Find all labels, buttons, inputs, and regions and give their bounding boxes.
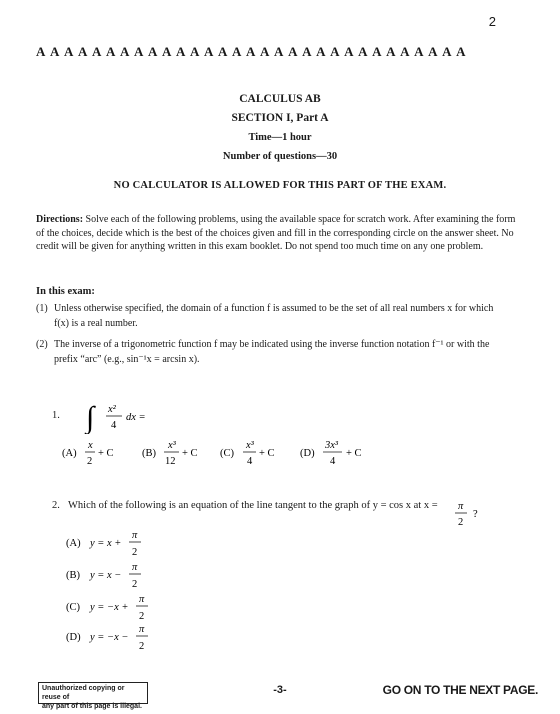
x-value-denominator: 2 bbox=[458, 517, 464, 528]
choice-denominator: 4 bbox=[247, 456, 253, 467]
page-number: -3- bbox=[273, 684, 287, 696]
choice-expression: y = −x − bbox=[90, 632, 129, 643]
question-2-x-value bbox=[453, 497, 483, 531]
directions-text: Solve each of the following problems, using the available space for scratch work. After examining the form of the choices, decide which is the best of the choices given and fill in the corresponding circle on the answer sheet. No credit will be given for anything written in this exam booklet. Do not spend too much time on any one problem. bbox=[36, 214, 516, 252]
question-2-choice-a[interactable] bbox=[66, 526, 186, 562]
integral-sign: ∫ bbox=[86, 401, 95, 434]
in-this-exam-heading: In this exam: bbox=[36, 286, 95, 297]
note-line: The inverse of a trigonometric function f may be indicated using the inverse function notation f⁻¹ or with the bbox=[54, 339, 490, 350]
no-calculator-notice: NO CALCULATOR IS ALLOWED FOR THIS PART OF THE EXAM. bbox=[113, 180, 447, 191]
choice-letter: (A) bbox=[66, 538, 81, 549]
question-1-integral bbox=[84, 398, 234, 434]
choice-expression: y = −x + bbox=[90, 602, 129, 613]
choice-letter: (B) bbox=[142, 448, 156, 459]
note-number: (1) bbox=[36, 303, 48, 314]
section-letter-row: A A A A A A A A A A A A A A A A A A A A A A A A A A A A A A A bbox=[36, 44, 466, 59]
question-2-text: Which of the following is an equation of the line tangent to the graph of y = cos x at x = bbox=[68, 500, 438, 511]
copyright-line: Unauthorized copying or reuse of bbox=[42, 685, 125, 701]
exam-note-2 bbox=[36, 338, 522, 367]
choice-letter: (D) bbox=[300, 448, 315, 459]
choice-numerator: 3x³ bbox=[325, 440, 339, 451]
choice-letter: (C) bbox=[66, 602, 80, 613]
choice-d[interactable] bbox=[300, 440, 362, 467]
integrand-numerator: x² bbox=[108, 404, 116, 415]
choice-denominator: 2 bbox=[132, 547, 138, 558]
choice-expression: y = x + bbox=[90, 538, 122, 549]
note-number: (2) bbox=[36, 339, 48, 350]
choice-a[interactable] bbox=[62, 440, 114, 467]
choice-letter: (D) bbox=[66, 632, 81, 643]
choice-letter: (B) bbox=[66, 570, 80, 581]
directions-label: Directions: bbox=[36, 214, 84, 225]
question-1-number: 1. bbox=[52, 410, 60, 421]
choice-tail: + C bbox=[346, 448, 362, 459]
question-2-choice-d[interactable] bbox=[66, 620, 186, 656]
question-1-choices bbox=[62, 436, 442, 470]
choice-numerator: x bbox=[88, 440, 93, 451]
exam-header bbox=[0, 90, 560, 166]
question-end-mark: ? bbox=[473, 509, 478, 520]
copyright-line: any part of this page is illegal. bbox=[42, 703, 142, 710]
choice-denominator: 2 bbox=[87, 456, 93, 467]
x-value-numerator: π bbox=[458, 501, 464, 512]
choice-tail: + C bbox=[259, 448, 275, 459]
choice-c[interactable] bbox=[220, 440, 275, 467]
choice-denominator: 12 bbox=[165, 456, 176, 467]
choice-tail: + C bbox=[98, 448, 114, 459]
integral-tail: dx = bbox=[126, 412, 146, 423]
choice-expression: y = x − bbox=[90, 570, 122, 581]
choice-numerator: x³ bbox=[246, 440, 254, 451]
choice-b[interactable] bbox=[142, 440, 198, 467]
question-2-number: 2. bbox=[52, 500, 60, 511]
page-corner-number: 2 bbox=[488, 14, 496, 29]
choice-numerator: x³ bbox=[168, 440, 176, 451]
choice-tail: + C bbox=[182, 448, 198, 459]
note-line: prefix “arc” (e.g., sin⁻¹x = arcsin x). bbox=[54, 353, 200, 365]
exam-subject: CALCULUS AB bbox=[239, 93, 321, 105]
exam-time: Time—1 hour bbox=[248, 132, 312, 143]
question-2-choice-b[interactable] bbox=[66, 558, 186, 594]
exam-question-count: Number of questions—30 bbox=[222, 151, 338, 162]
choice-numerator: π bbox=[139, 624, 145, 635]
next-page-notice: GO ON TO THE NEXT PAGE. bbox=[382, 683, 538, 697]
directions-paragraph bbox=[36, 213, 522, 254]
choice-numerator: π bbox=[132, 562, 138, 573]
choice-denominator: 2 bbox=[139, 611, 145, 622]
choice-denominator: 2 bbox=[132, 579, 138, 590]
choice-numerator: π bbox=[132, 530, 138, 541]
choice-denominator: 2 bbox=[139, 641, 145, 652]
choice-denominator: 4 bbox=[330, 456, 336, 467]
choice-numerator: π bbox=[139, 594, 145, 605]
note-line: Unless otherwise specified, the domain of a function f is assumed to be the set of all real numbers x for which bbox=[54, 303, 494, 314]
choice-letter: (A) bbox=[62, 448, 77, 459]
exam-section: SECTION I, Part A bbox=[231, 112, 329, 124]
integrand-denominator: 4 bbox=[111, 420, 117, 431]
exam-note-1 bbox=[36, 302, 522, 331]
note-line: f(x) is a real number. bbox=[54, 317, 138, 329]
choice-letter: (C) bbox=[220, 448, 234, 459]
